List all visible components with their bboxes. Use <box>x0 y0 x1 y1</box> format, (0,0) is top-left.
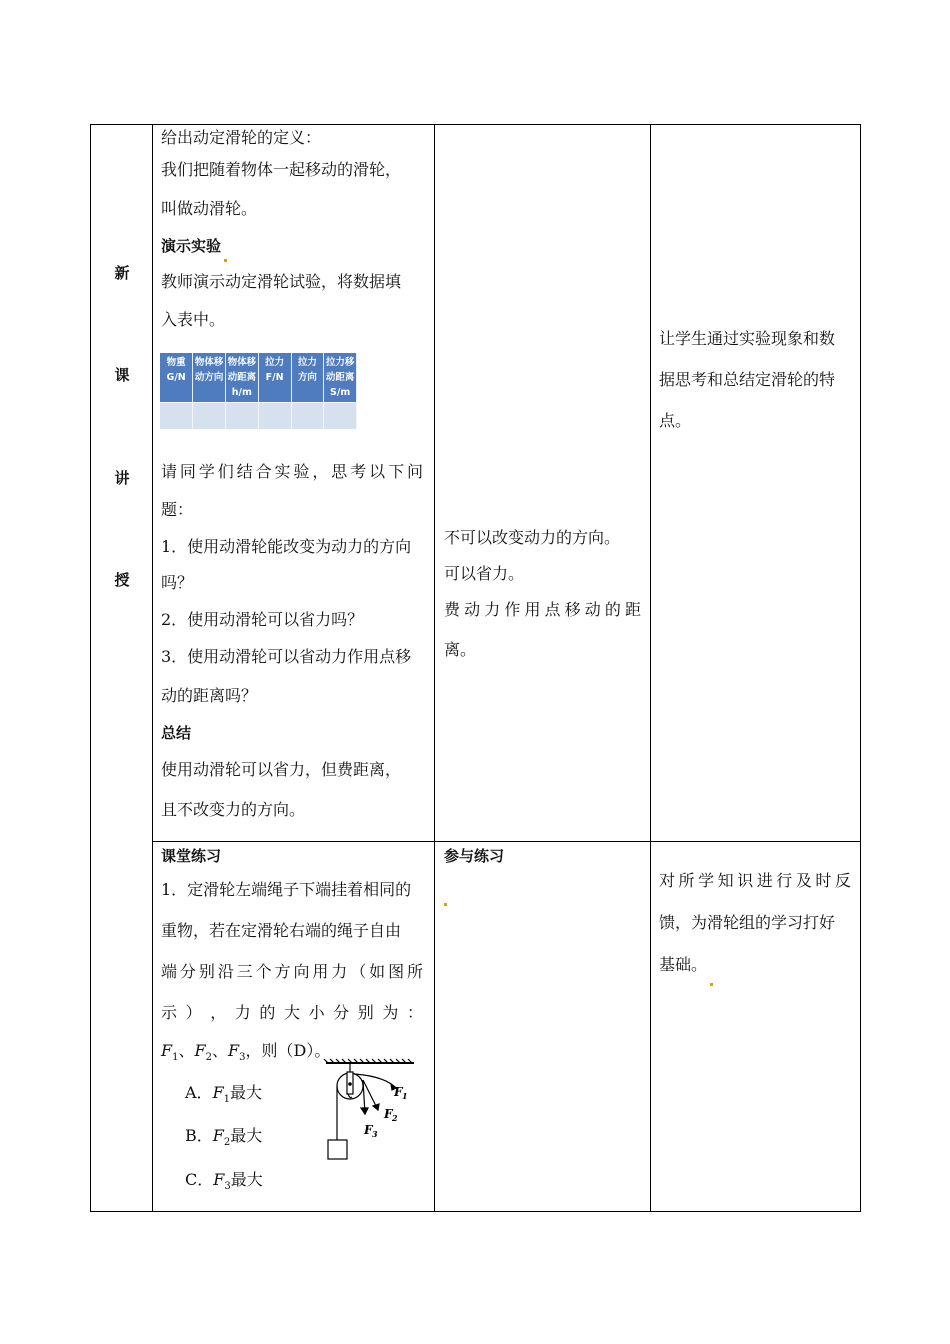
data-table-empty-row <box>160 403 357 430</box>
side-label-char: 授 <box>114 571 130 589</box>
question-3-cont: 动的距离吗？ <box>161 686 258 705</box>
column-divider-2 <box>434 124 435 1212</box>
practice-question-justified: 端 分 别 沿 三 个 方 向 用 力 （ 如 图 所 <box>161 962 423 981</box>
intent-text: 据思考和总结定滑轮的特 <box>659 370 836 389</box>
answer-2: 可以省力。 <box>444 564 525 583</box>
data-table-header-row <box>160 353 357 403</box>
intent-text-justified: 对 所 学 知 识 进 行 及 时 反 <box>659 871 851 890</box>
definition-line: 叫做动滑轮。 <box>161 199 258 218</box>
summary-heading: 总结 <box>161 724 192 742</box>
question-3: 3．使用动滑轮可以省动力作用点移 <box>161 647 412 666</box>
table-bottom-border <box>90 1211 861 1212</box>
practice-heading: 课堂练习 <box>161 847 222 865</box>
table-header: 物体移 动距离 h/m <box>226 353 259 403</box>
lecture-questions <box>161 454 429 830</box>
table-right-border <box>860 124 861 1212</box>
intent-cell <box>659 318 857 441</box>
summary-text: 且不改变力的方向。 <box>161 800 306 819</box>
table-left-border <box>90 124 91 1212</box>
force-label-f3: F <box>364 1123 373 1137</box>
table-cell <box>160 403 193 430</box>
force-label-f2: F <box>384 1107 393 1121</box>
practice-question: 1．定滑轮左端绳子下端挂着相同的 <box>161 880 412 899</box>
practice-question: 重物，若在定滑轮右端的绳子自由 <box>161 921 402 940</box>
think-line: 请 同 学 们 结 合 实 验 ， 思 考 以 下 问 <box>161 462 423 481</box>
intent-text-end: 基础。 <box>659 944 857 986</box>
intent-text: 让学生通过实验现象和数 <box>659 329 836 348</box>
intent-text: 点。 <box>659 411 692 430</box>
participate-heading: 参与练习 <box>444 847 505 865</box>
table-header: 物体移 动方向 <box>193 353 226 403</box>
force-label-sub: 3 <box>372 1129 378 1139</box>
data-table <box>160 353 357 429</box>
force-label-f1: F <box>394 1085 403 1099</box>
option-a: A．$F_1$最大 <box>185 1083 263 1106</box>
table-header: 拉力移 动距离 S/m <box>324 353 357 403</box>
definition-intro: 给出动定滑轮的定义： <box>161 128 322 147</box>
demo-heading <box>161 230 429 262</box>
table-header: 拉力 方向 <box>291 353 324 403</box>
side-label-char: 讲 <box>114 469 130 487</box>
side-label-char: 新 <box>114 264 130 282</box>
table-cell <box>291 403 324 430</box>
column-divider-1 <box>152 124 153 1212</box>
force-list: $F_1$、$F_2$、$F_3$，则（D）。 <box>161 1041 331 1064</box>
mark-dot <box>444 903 447 906</box>
question-1-cont: 吗？ <box>161 573 194 592</box>
force-label-sub: 1 <box>402 1091 408 1101</box>
table-cell <box>193 403 226 430</box>
question-1: 1．使用动滑轮能改变为动力的方向 <box>161 537 412 556</box>
option-b: B．$F_2$最大 <box>185 1126 263 1149</box>
demo-heading-text: 演示实验 <box>161 237 222 255</box>
column-divider-3 <box>650 124 651 1212</box>
table-cell <box>258 403 291 430</box>
table-cell <box>324 403 357 430</box>
participate-cell <box>444 842 644 906</box>
table-cell <box>226 403 259 430</box>
question-2: 2．使用动滑轮可以省力吗？ <box>161 610 364 629</box>
think-line-2: 题： <box>161 500 194 519</box>
table-header: 拉力 F/N <box>258 353 291 403</box>
answer-3: 费 动 力 作 用 点 移 动 的 距 <box>444 600 641 619</box>
answer-1: 不可以改变动力的方向。 <box>444 528 621 547</box>
side-label-char: 课 <box>114 366 130 384</box>
student-cell <box>444 520 644 672</box>
demo-text: 教师演示动定滑轮试验，将数据填 <box>161 272 402 291</box>
intent-text: 馈，为滑轮组的学习打好 <box>659 913 836 932</box>
summary-text: 使用动滑轮可以省力，但费距离， <box>161 760 402 779</box>
practice-question-justified: 示 ） ， 力 的 大 小 分 别 为 ： <box>161 1003 423 1022</box>
option-c: C．$F_3$最大 <box>185 1169 263 1192</box>
table-header: 物重 G/N <box>160 353 193 403</box>
demo-text: 入表中。 <box>161 310 226 329</box>
definition-line: 我们把随着物体一起移动的滑轮， <box>161 160 402 179</box>
intent-cell-2 <box>659 860 857 986</box>
force-label-sub: 2 <box>392 1113 398 1123</box>
answer-3-cont: 离。 <box>444 640 477 659</box>
lecture-cell <box>161 124 429 338</box>
mark-dot <box>710 983 713 986</box>
pulley-figure <box>320 1058 420 1164</box>
